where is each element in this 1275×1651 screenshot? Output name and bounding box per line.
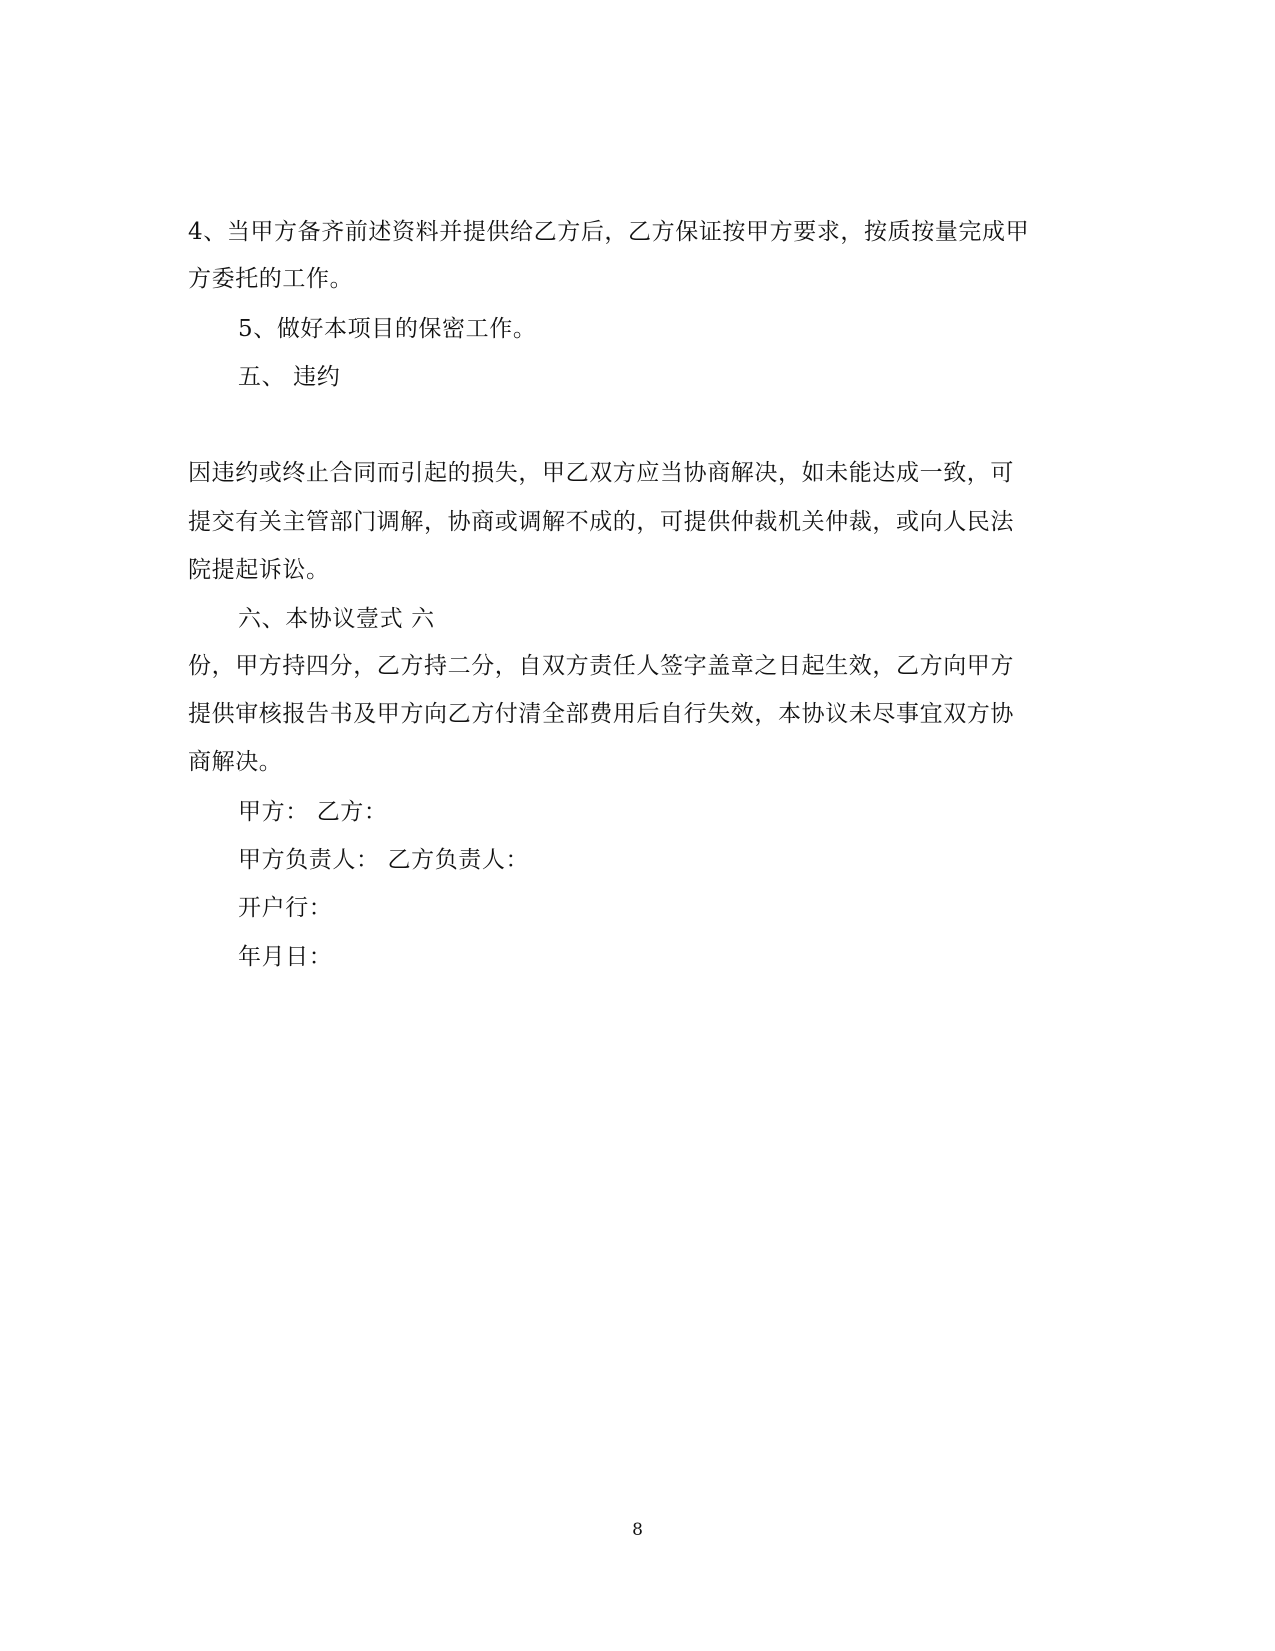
signature-responsible-persons: 甲方负责人： 乙方负责人： (238, 847, 530, 873)
section-heading-breach: 五、 违约 (238, 364, 341, 390)
paragraph-copies-line-1: 份，甲方持四分，乙方持二分，自双方责任人签字盖章之日起生效，乙方向甲方 (188, 653, 1014, 679)
signature-parties: 甲方： 乙方： (238, 799, 388, 825)
paragraph-copies-line-3: 商解决。 (188, 749, 283, 775)
paragraph-copies-line-2: 提供审核报告书及甲方向乙方付清全部费用后自行失效，本协议未尽事宜双方协 (188, 701, 1014, 727)
paragraph-breach-line-3: 院提起诉讼。 (188, 557, 330, 583)
signature-bank: 开户行： (238, 895, 333, 921)
signature-date: 年月日： (238, 944, 333, 970)
paragraph-clause-4-line-1: 4、当甲方备齐前述资料并提供给乙方后，乙方保证按甲方要求，按质按量完成甲 (188, 219, 1030, 245)
page-number: 8 (632, 1520, 643, 1540)
paragraph-clause-5: 5、做好本项目的保密工作。 (238, 316, 537, 342)
section-heading-copies: 六、本协议壹式 六 (238, 606, 435, 632)
paragraph-breach-line-2: 提交有关主管部门调解，协商或调解不成的，可提供仲裁机关仲裁，或向人民法 (188, 509, 1014, 535)
paragraph-clause-4-line-2: 方委托的工作。 (188, 266, 354, 292)
paragraph-breach-line-1: 因违约或终止合同而引起的损失，甲乙双方应当协商解决，如未能达成一致，可 (188, 460, 1014, 486)
